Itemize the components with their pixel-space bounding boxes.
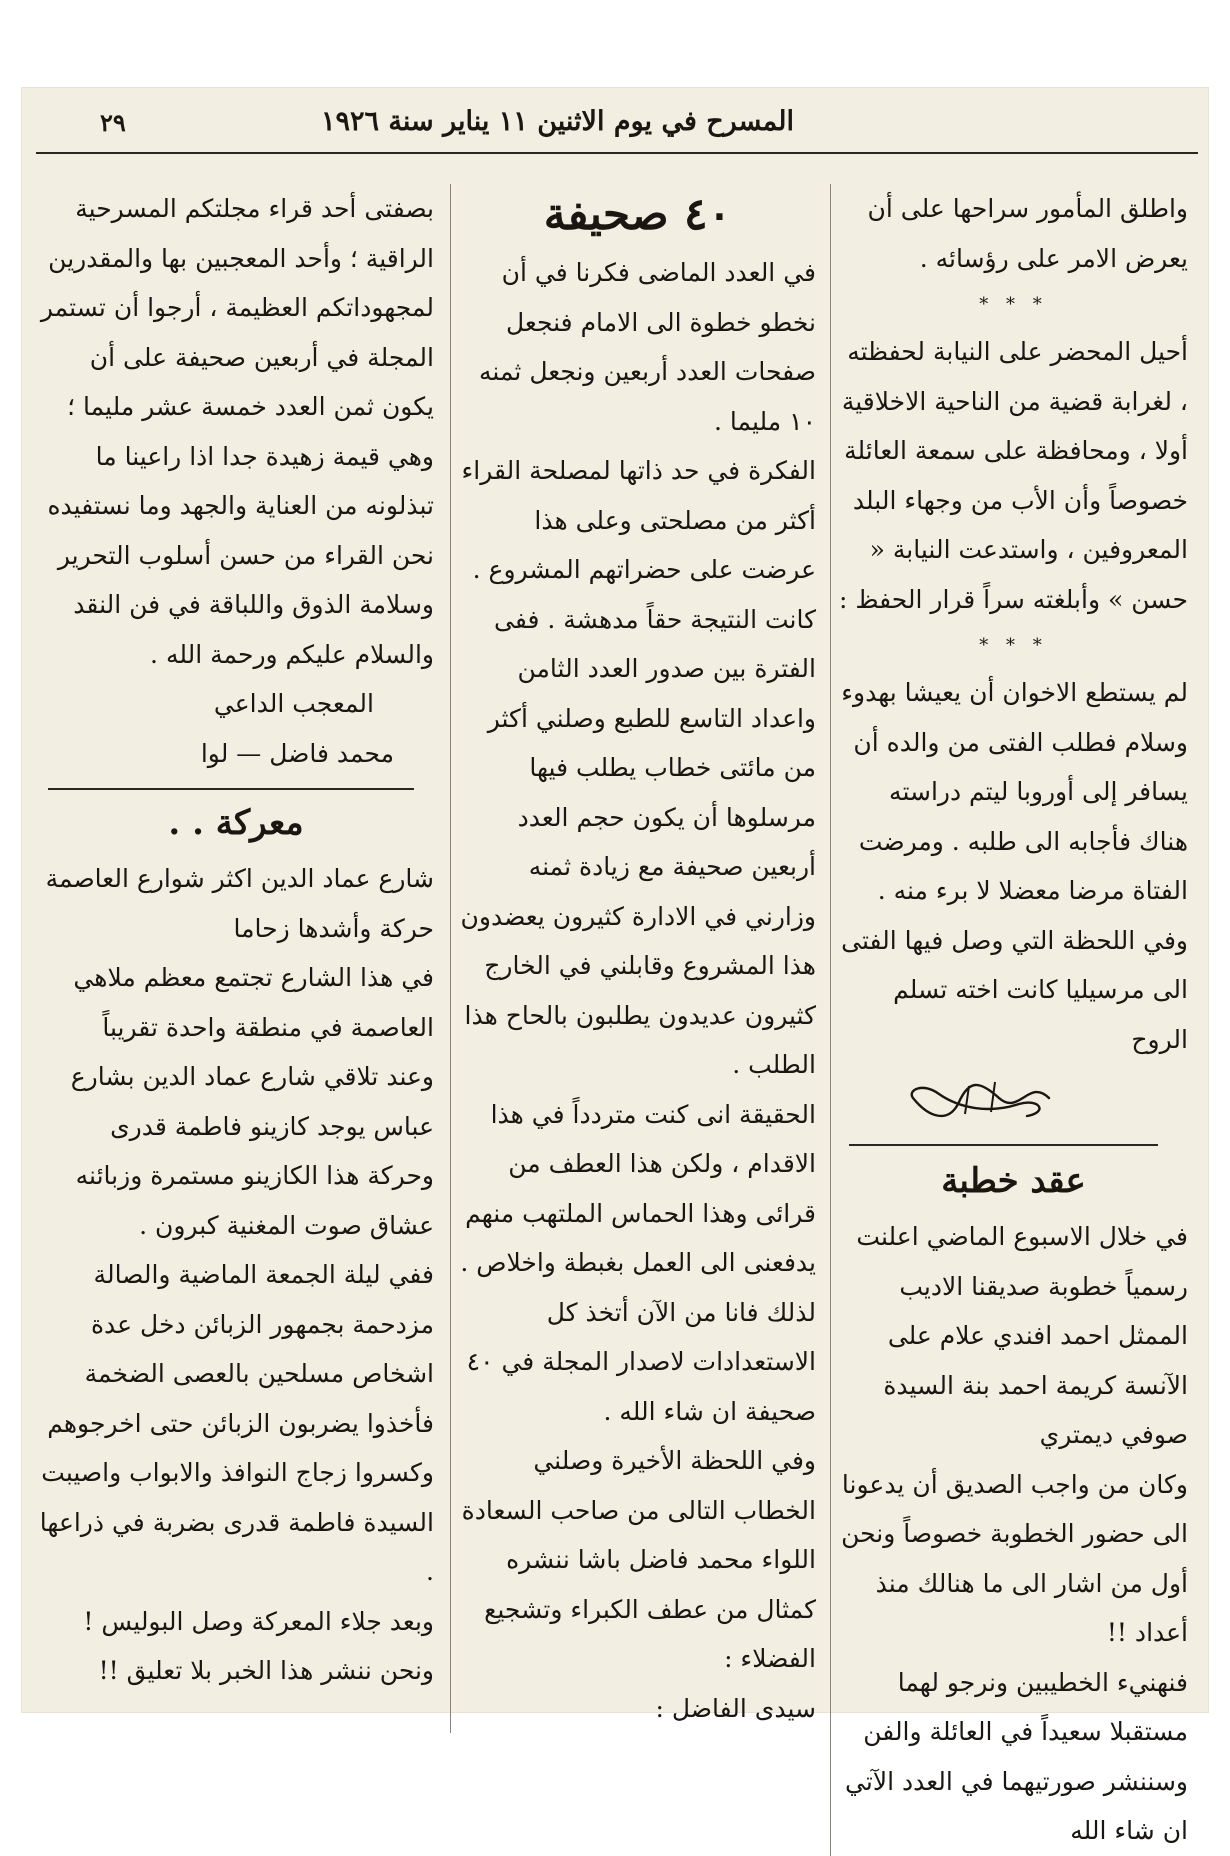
article-paragraph: أحيل المحضر على النيابة لحفظته ، لغرابة قضية من الناحية الاخلاقية أولا ، ومحافظة على سمعة العائلة خصوصاً وأن الأب من وجهاء البلد المعروفين ، واستدعت النيابة « حسن » وأبلغته سراً قرار الحفظ : bbox=[839, 337, 1188, 614]
author-signature bbox=[839, 1064, 1188, 1134]
article-paragraph: وسننشر صورتيهما في العدد الآتي ان شاء الله bbox=[845, 1766, 1188, 1845]
article-paragraph: الفكرة في حد ذاتها لمصلحة القراء أكثر من مصلحتى وعلى هذا عرضت على حضراتهم المشروع . bbox=[461, 456, 816, 584]
article-paragraph: ففي ليلة الجمعة الماضية والصالة مزدحمة بجمهور الزبائن دخل عدة اشخاص مسلحين بالعصى الضخمة فأخذوا يضربون الزبائن حتى اخرجوهم وكسروا زجاج النوافذ والابواب واصيبت السيدة فاطمة قدرى بضربة في ذراعها . bbox=[39, 1260, 434, 1586]
article-paragraph: وكان من واجب الصديق أن يدعونا الى حضور الخطوبة خصوصاً ونحن أول من اشار الى ما هنالك منذ أعداد !! bbox=[841, 1469, 1188, 1647]
article-paragraph: وفي اللحظة الأخيرة وصلني الخطاب التالى من صاحب السعادة اللواء محمد فاضل باشا ننشره كمثال من عطف الكبراء وتشجيع الفضلاء : bbox=[461, 1446, 816, 1673]
article-paragraph: وبعد جلاء المعركة وصل البوليس ! bbox=[83, 1606, 434, 1636]
article-headline: ٤٠ صحيفة bbox=[543, 189, 732, 240]
article-paragraph: في العدد الماضى فكرنا في أن نخطو خطوة الى الامام فنجعل صفحات العدد أربعين ونجعل ثمنه ١٠ مليما . bbox=[479, 258, 816, 436]
article-paragraph: الحقيقة انى كنت متردداً في هذا الاقدام ، ولكن هذا العطف من قرائى وهذا الحماس الملتهب منهم يدفعنى الى العمل بغبطة واخلاص . bbox=[460, 1099, 816, 1277]
running-title: المسرح في يوم الاثنين ١١ يناير سنة ١٩٢٦ bbox=[321, 106, 794, 137]
article-paragraph: كانت النتيجة حقاً مدهشة . ففى الفترة بين صدور العدد الثامن واعداد التاسع للطبع وصلني أكثر من مائتى خطاب يطلب فيها مرسلوها أن يكون حجم العدد أربعين صحيفة مع زيادة ثمنه bbox=[487, 604, 816, 881]
article-paragraph: في هذا الشارع تجتمع معظم ملاهي العاصمة في منطقة واحدة تقريباً bbox=[73, 963, 434, 1042]
article-paragraph: سيدى الفاضل : bbox=[655, 1693, 816, 1723]
article-paragraph: وزارني في الادارة كثيرون يعضدون هذا المشروع وقابلني في الخارج كثيرون عديدون يطلبون بالحاح هذا الطلب . bbox=[460, 901, 816, 1079]
article-paragraph: لذلك فانا من الآن أتخذ كل الاستعدادات لاصدار المجلة في ٤٠ صحيفة ان شاء الله . bbox=[466, 1297, 816, 1426]
article-paragraph: واطلق المأمور سراحها على أن يعرض الامر على رؤسائه . bbox=[867, 194, 1188, 273]
article-paragraph: وفي اللحظة التي وصل فيها الفتى الى مرسيليا كانت اخته تسلم الروح bbox=[841, 925, 1188, 1054]
newspaper-page bbox=[22, 88, 1208, 1845]
middle-column bbox=[450, 184, 816, 1733]
article-paragraph: ونحن ننشر هذا الخبر بلا تعليق !! bbox=[98, 1656, 434, 1685]
section-divider bbox=[849, 1144, 1158, 1146]
right-column bbox=[830, 184, 1188, 1856]
letter-author: محمد فاضل — لوا bbox=[200, 738, 394, 768]
section-stars: * * * bbox=[979, 294, 1048, 315]
left-column bbox=[38, 184, 434, 1696]
signature-scribble bbox=[899, 1068, 1059, 1128]
page-number: ٢٩ bbox=[100, 108, 126, 137]
section-divider bbox=[48, 788, 414, 790]
article-paragraph: لم يستطع الاخوان أن يعيشا بهدوء وسلام فطلب الفتى من والده أن يسافر إلى أوروبا ليتم دراسته هناك فأجابه الى طلبه . ومرضت الفتاة مرضا معضلا لا برء منه . bbox=[841, 678, 1188, 905]
article-paragraph: والسلام عليكم ورحمة الله . bbox=[150, 639, 434, 669]
article-paragraph: في خلال الاسبوع الماضي اعلنت رسمياً خطوبة صديقنا الاديب الممثل احمد افندي علام على الآنسة كريمة احمد بنة السيدة صوفي ديمتري bbox=[856, 1222, 1188, 1449]
page-header bbox=[36, 106, 1194, 150]
article-paragraph: شارع عماد الدين اكثر شوارع العاصمة حركة وأشدها زحاما bbox=[45, 864, 434, 943]
section-stars: * * * bbox=[979, 635, 1048, 656]
letter-signoff: المعجب الداعي bbox=[213, 689, 374, 718]
article-paragraph: فنهنيء الخطيبين ونرجو لهما مستقبلا سعيداً في العائلة والفن bbox=[863, 1667, 1188, 1746]
section-title: عقد خطبة bbox=[941, 1161, 1086, 1201]
article-paragraph: بصفتى أحد قراء مجلتكم المسرحية الراقية ؛ وأحد المعجبين بها والمقدرين لمجهوداتكم العظيمة ، أرجوا أن تستمر المجلة في أربعين صحيفة على أن يكون ثمن العدد خمسة عشر مليما ؛ وهي قيمة زهيدة جدا اذا راعينا ما تبذلونه من العناية والجهد وما نستفيده نحن القراء من حسن أسلوب التحرير وسلامة الذوق واللباقة في فن النقد bbox=[40, 194, 434, 619]
article-paragraph: وعند تلاقي شارع عماد الدين بشارع عباس يوجد كازينو فاطمة قدرى وحركة هذا الكازينو مستمرة وزبائنه عشاق صوت المغنية كبرون . bbox=[70, 1062, 434, 1240]
header-rule bbox=[36, 152, 1198, 154]
section-title: معركة . . bbox=[168, 803, 304, 843]
